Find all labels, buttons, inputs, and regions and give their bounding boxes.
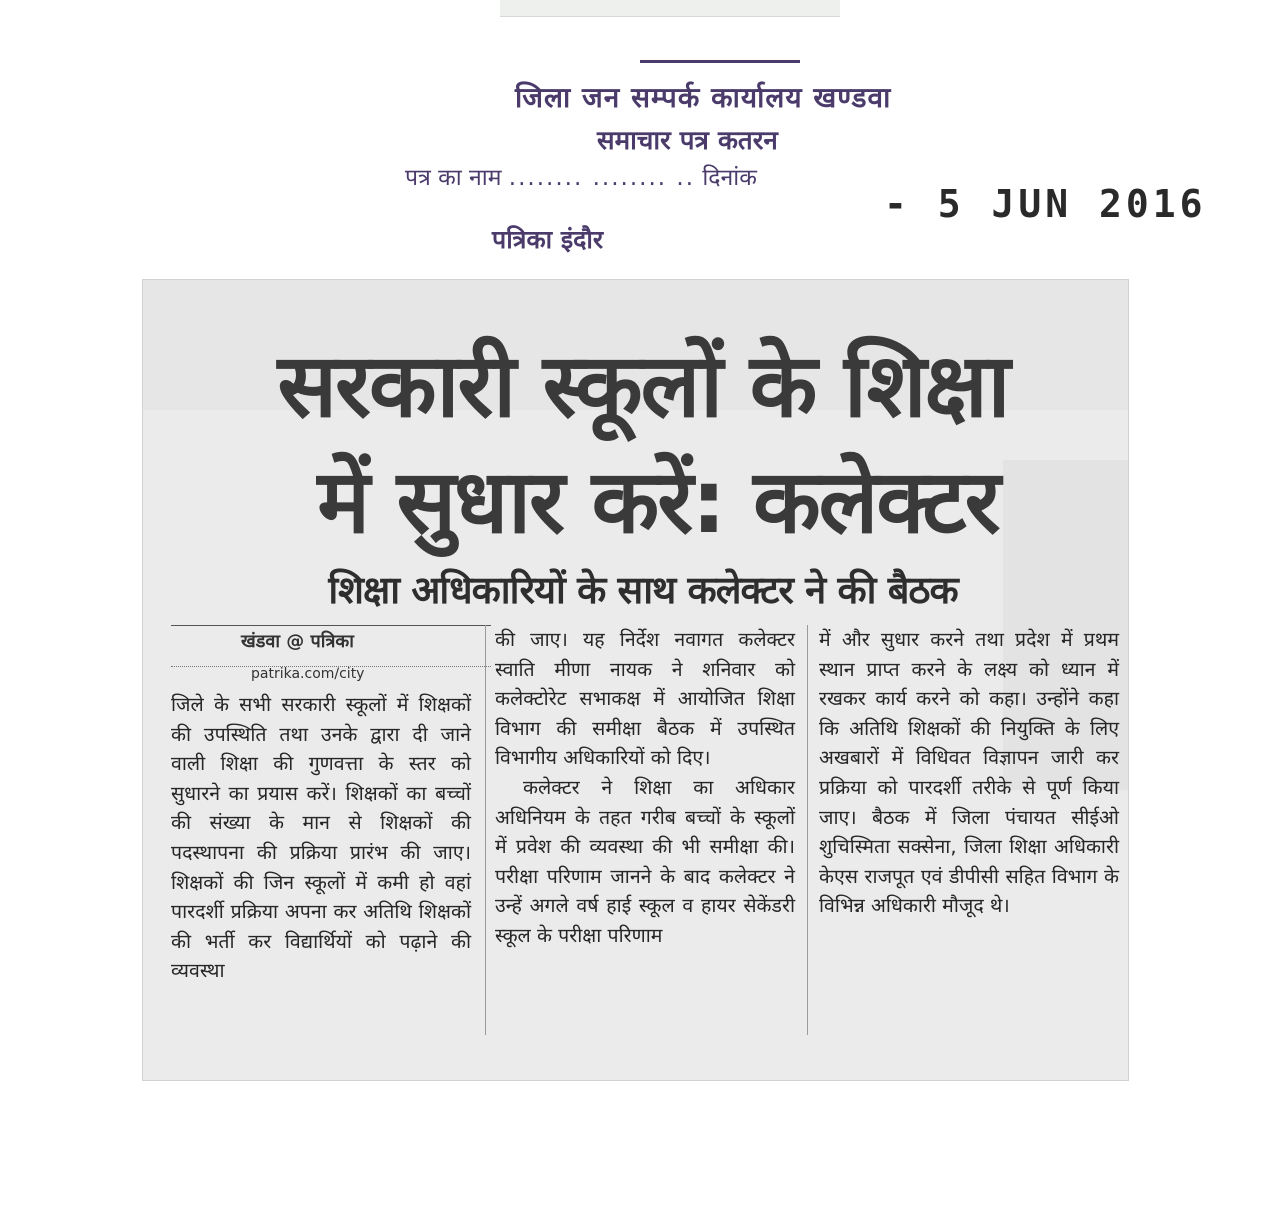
- column-2-paragraph-2: कलेक्टर ने शिक्षा का अधिकार अधिनियम के तहत गरीब बच्चों के स्कूलों में प्रवेश की व्यवस्था की भी समीक्षा की। परीक्षा परिणाम जानने के बाद कलेक्टर ने उन्हें अगले वर्ष हाई स्कूल व हायर सेकेंडरी स्कूल के परीक्षा परिणाम: [495, 775, 795, 947]
- byline: खंडवा @ पत्रिका: [241, 631, 354, 652]
- stamp-paper-name: पत्रिका इंदौर: [492, 225, 604, 254]
- byline-url: patrika.com/city: [251, 666, 365, 682]
- article-column-2: [495, 625, 795, 951]
- stamp-name-dots: ........ ........ ..: [508, 165, 696, 191]
- stamp-name-label: पत्र का नाम: [405, 165, 502, 191]
- subheadline: शिक्षा अधिकारियों के साथ कलेक्टर ने की बैठक: [328, 568, 958, 612]
- stamp-subtitle: समाचार पत्र कतरन: [597, 126, 778, 156]
- stamp-date-value: - 5 JUN 2016: [884, 182, 1207, 226]
- stamp-date-label: दिनांक: [702, 165, 757, 191]
- stamp-overline: [640, 60, 800, 63]
- article-column-1: जिले के सभी सरकारी स्कूलों में शिक्षकों की उपस्थिति तथा उनके द्वारा दी जाने वाली शिक्षा की गुणवत्ता के स्तर को सुधारने का प्रयास करें। शिक्षकों का बच्चों की संख्या के मान से शिक्षकों की पदस्थापना की प्रक्रिया प्रारंभ की जाए। शिक्षकों की जिन स्कूलों में कमी हो वहां पारदर्शी प्रक्रिया अपना कर अतिथि शिक्षकों की भर्ती कर विद्यार्थियों को पढ़ाने की व्यवस्था: [171, 693, 471, 983]
- headline-line-2: में सुधार करें: कलेक्टर: [317, 450, 999, 553]
- article-column-3: में और सुधार करने तथा प्रदेश में प्रथम स्थान प्राप्त करने के लक्ष्य को ध्यान में रखकर कार्य करने को कहा। उन्होंने कहा कि अतिथि शिक्षकों की नियुक्ति के लिए अखबारों में विधिवत विज्ञापन जारी कर प्रक्रिया को पारदर्शी तरीके से पूर्ण किया जाए। बैठक में जिला पंचायत सीईओ शुचिस्मिता सक्सेना, जिला शिक्षा अधिकारी केएस राजपूत एवं डीपीसी सहित विभाग के विभिन्न अधिकारी मौजूद थे।: [819, 628, 1119, 918]
- column-divider: [807, 625, 808, 1035]
- column-2-paragraph-1: की जाए। यह निर्देश नवागत कलेक्टर स्वाति मीणा नायक ने शनिवार को कलेक्टोरेट सभाकक्ष में आयोजित शिक्षा विभाग की समीक्षा बैठक में उपस्थित विभागीय अधिकारियों को दिए।: [495, 628, 795, 770]
- stamp-name-row: [405, 160, 757, 192]
- column-divider: [485, 625, 486, 1035]
- stamp-office-title: जिला जन सम्पर्क कार्यालय खण्डवा: [515, 81, 892, 114]
- headline-line-1: सरकारी स्कूलों के शिक्षा: [277, 334, 1009, 437]
- scanner-top-strip: [500, 0, 840, 17]
- newspaper-clipping: [143, 280, 1128, 1080]
